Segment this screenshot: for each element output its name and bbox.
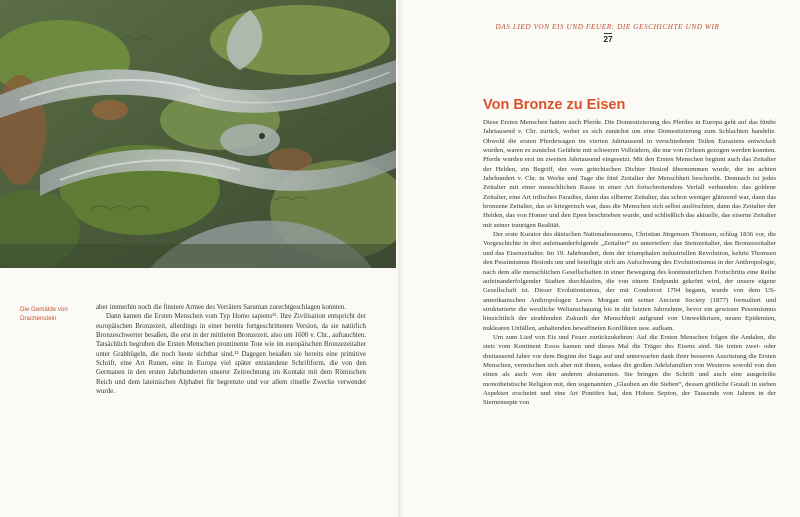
- left-body-text: [96, 303, 366, 396]
- right-paragraph: Um zum Lied von Eis und Feuer zurückzukehren: Auf die Ersten Menschen folgen die Andalen, die stets vom Kontinent Essos kamen und dieses Mal die Träger des Eisens sind. Sie treten zwei- oder dreitausend Jahre vor dem Beginn der Saga auf und unterwarfen dank ihrer besseren Ausrüstung die Ersten Menschen, vermischen sich aber mit ihnen, sodass die großen Adelsfamilien von Westeros sowohl von den einen als auch von den anderen abstammen. Sie bringen die Schrift und auch eine ausgefeilte monotheistische Religion mit, den sogenannten „Glauben an die Sieben“, dessen göttliche Gestalt in sieben Aspekten erscheint und eine Art Pontifex hat, den Hohen Septon, der Tausende von Jahren in der Sternensepte von: [483, 333, 776, 407]
- image-caption: Die Gemälde von Drachenstein: [20, 306, 68, 322]
- page-number: 27: [603, 34, 613, 44]
- right-paragraph: Der erste Kurator des dänischen Nationalmuseums, Christian Jürgensen Thomsen, schlug 1836 vor, die Vorgeschichte in drei aufeinanderfolgende „Zeitalter“ zu unterteilen: das Steinzeitalter, das Bronzezeitalter und das Eisenzeitalter. Im 19. Jahrhundert, dem der triumphalen industriellen Revolution, kehrte Thomsen den Pessimismus Hesiods um und beteiligte sich am Aufschwung des Evolutionismus in der Anthropologie, nach dem alle menschlichen Gesellschaften in einer Bewegung des kontinuierlichen Fortschritts eine Reihe aufeinanderfolgender Stadien durchlaufen, die von einem Endpunkt gekrönt wird, der unsere eigene Gesellschaft ist. Dieser Evolutionismus, der mit Condorcet 1794 begann, wurde von dem US-amerikanischen Anthropologen Lewis Morgan mit seiner Ancient Society (1877) formuliert und strukturierte die westliche Weltanschauung bis in die letzten Jahrzehnte, bevor ein gewisser Pessimismus hinsichtlich der strahlenden Zukunft der Menschheit aufgrund von Umweltkrisen, neuen Epidemien, nuklearen Unfällen, anhaltenden bewaffneten Konflikten usw. aufkam.: [483, 231, 776, 332]
- book-gutter: [398, 0, 404, 517]
- running-head: DAS LIED VON EIS UND FEUER: DIE GESCHICHTE UND WIR: [495, 23, 720, 31]
- right-body-text: [483, 118, 776, 408]
- dragonstone-painting: [0, 0, 396, 268]
- left-paragraph: aber immerhin noch die finstere Armee des Verräters Saruman zurechtgeschlagen konnten.: [96, 304, 346, 311]
- chapter-title: Von Bronze zu Eisen: [483, 97, 626, 113]
- right-paragraph: Diese Ersten Menschen hatten auch Pferde. Die Domestizierung des Pferdes in Europa geht auf das fünfte Jahrtausend v. Chr. zurück, wobei es sich zunächst um eine Domestizierung zum Schlachten handelte. Obwohl die ersten Pferdewagen im vierten Jahrtausend in verschiedenen Teilen Eurasiens entwickelt wurden, waren es zunächst Gefährte mit schweren Vollrädern, die nur von Ochsen gezogen werden konnten. Pferde wurden erst im zweiten Jahrtausend eingesetzt. Mit den Ersten Menschen beginnt auch das Zeitalter der Helden, ein Begriff, der vom griechischen Dichter Hesiod übernommen wurde, der im achten Jahrhundert v. Chr. in Werke und Tage die fünf Zeitalter der Menschheit beschreibt. Demnach ist jedes Zeitalter mit einer menschlichen Rasse in einer Art fortschreitendem Verfall verbunden: das goldene Zeitalter, eine Art irdisches Paradies, dann das silberne Zeitalter, das schon weniger glänzend war, dann das bronzene Zeitalter, das so kriegerisch war, dass die Menschen sich selbst auslöschten, dann das Zeitalter der Helden, das von Homer und den Epen beschrieben wurde, und schließlich das aktuelle, das eiserne Zeitalter mit seiner traurigen Realität.: [483, 119, 776, 229]
- left-paragraph: Dann kamen die Ersten Menschen vom Typ Homo sapiens¹². Ihre Zivilisation entspricht der europäischen Bronzezeit, allerdings in einer bereits fortgeschrittenen Version, da sie natürlich Bronzeschwerter besaßen, die erst in der mittleren Bronzezeit, also um 1600 v. Chr., auftauchten. Tatsächlich begruben die Ersten Menschen prominente Tote wie im europäischen Bronzezeitalter unter Grabhügeln, die noch heute sichtbar sind.¹³ Dagegen besaßen sie bereits eine primitive Schrift, eine Art Runen, eine in Europa viel später entstandene Schriftform, die von den Germanen in den ersten Jahrhunderten unserer Zeitrechnung im Kontakt mit dem Römischen Reich und dem lateinischen Alphabet für begrenzte und vor allem rituelle Zwecke verwendet wurde.: [96, 313, 366, 396]
